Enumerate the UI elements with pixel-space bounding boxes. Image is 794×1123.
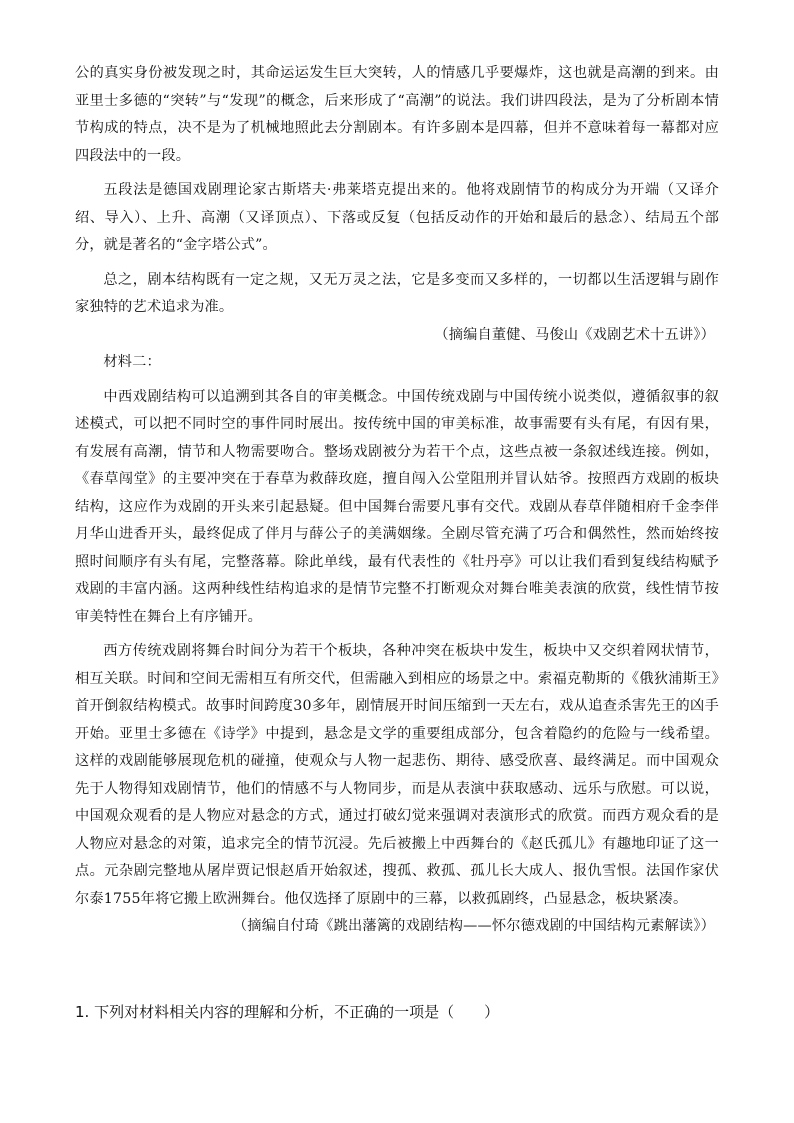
material-two-label: 材料二：: [103, 354, 161, 370]
source-citation-2: （摘编自付琦《跳出藩篱的戏剧结构——怀尔德戏剧的中国结构元素解读》）: [232, 918, 715, 934]
source-citation-1: （摘编自董健、马俊山《戏剧艺术十五讲》）: [434, 326, 715, 343]
question-1-stem: 1. 下列对材料相关内容的理解和分析，不正确的一项是（ ）: [75, 1003, 500, 1021]
paragraph-summary: 总之，剧本结构既有一定之规，又无万灵之法，它是多变而又多样的，一切都以生活逻辑与剧作家独特的艺术追求为准。: [75, 271, 719, 315]
paragraph-chinese-structure: 中西戏剧结构可以追溯到其各自的审美概念。中国传统戏剧与中国传统小说类似，遵循叙事的叙述模式，可以把不同时空的事件同时展出。按传统中国的审美标准，故事需要有头有尾，有因有果，有发展有高潮，情节和人物需要吻合。整场戏剧被分为若干个点，这些点被一条叙述线连接。例如，《春草闯堂》的主要冲突在于春草为救薛玫庭，擅自闯入公堂阻刑并冒认姑爷。按照西方戏剧的板块结构，这应作为戏剧的开头来引起悬疑。但中国舞台需要凡事有交代。戏剧从春草伴随相府千金李伴月华山进香开头，最终促成了伴月与薛公子的美满姻缘。全剧尽管充满了巧合和偶然性，然而始终按照时间顺序有头有尾，完整落幕。除此单线，最有代表性的《牡丹亭》可以让我们看到复线结构赋予戏剧的丰富内涵。这两种线性结构追求的是情节完整不打断观众对舞台唯美表演的欣赏，线性情节按审美特性在舞台上有序铺开。: [75, 388, 719, 625]
paragraph-western-structure: 西方传统戏剧将舞台时间分为若干个板块，各种冲突在板块中发生，板块中又交织着网状情节，相互关联。时间和空间无需相互有所交代，但需融入到相应的场景之中。索福克勒斯的《俄狄浦斯王》首开倒叙结构模式。故事时间跨度30多年，剧情展开时间压缩到一天左右，戏从追查杀害先王的凶手开始。亚里士多德在《诗学》中提到，悬念是文学的重要组成部分，包含着隐约的危险与一线希望。这样的戏剧能够展现危机的碰撞，使观众与人物一起悲伤、期待、感受欣喜、最终满足。而中国观众先于人物得知戏剧情节，他们的情感不与人物同步，而是从表演中获取感动、远乐与欣慰。可以说，中国观众观看的是人物应对悬念的方式，通过打破幻觉来强调对表演形式的欣赏。而西方观众看的是人物应对悬念的对策，追求完全的情节沉浸。先后被搬上中西舞台的《赵氏孤儿》有趣地印证了这一点。元杂剧完整地从屠岸贾记恨赵盾开始叙述，搜孤、救孤、孤儿长大成人、报仇雪恨。法国作家伏尔泰1755年将它搬上欧洲舞台。他仅选择了原剧中的三幕，以救孤剧终，凸显悬念，板块紧凑。: [75, 643, 719, 907]
article-body: [75, 60, 719, 941]
paragraph-five-part-method: 五段法是德国戏剧理论家古斯塔夫·弗莱塔克提出来的。他将戏剧情节的构成分为开端（又译介绍、导入）、上升、高潮（又译顶点）、下落或反复（包括反动作的开始和最后的悬念）、结局五个部分，就是著名的“金字塔公式”。: [75, 182, 719, 253]
paragraph-four-part-method: 公的真实身份被发现之时，其命运运发生巨大突转，人的情感几乎要爆炸，这也就是高潮的到来。由亚里士多德的“突转”与“发现”的概念，后来形成了“高潮”的说法。我们讲四段法，是为了分析剧本情节构成的特点，决不是为了机械地照此去分割剧本。有许多剧本是四幕，但并不意味着每一幕都对应四段法中的一段。: [75, 65, 719, 164]
